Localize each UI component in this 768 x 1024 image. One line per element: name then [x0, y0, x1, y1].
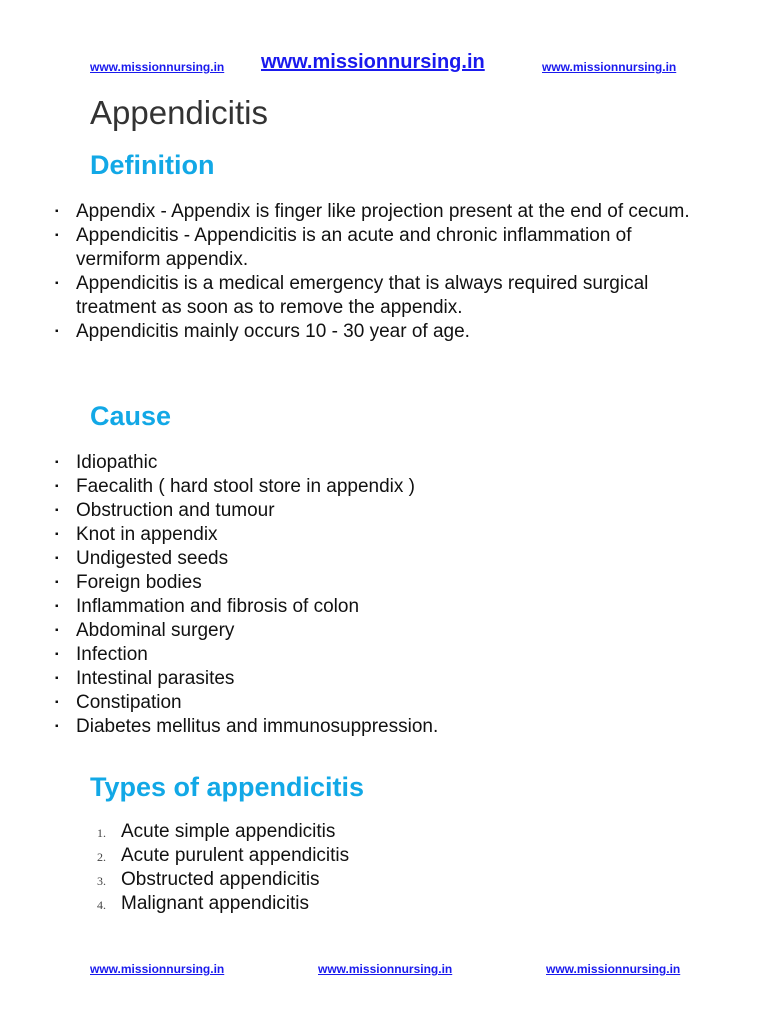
list-item	[55, 667, 696, 691]
list-item	[55, 715, 696, 739]
bullet-icon: ▪	[55, 481, 59, 492]
bullet-icon: ▪	[55, 206, 59, 217]
header-link-center[interactable]: www.missionnursing.in	[261, 51, 485, 73]
list-item	[55, 451, 696, 475]
footer-link-center[interactable]: www.missionnursing.in	[318, 962, 453, 976]
list-number: 4.	[97, 898, 106, 912]
cause-list	[55, 451, 696, 739]
list-item	[55, 619, 696, 643]
list-item-text: Idiopathic	[76, 452, 158, 473]
list-item	[97, 844, 350, 868]
list-item	[55, 320, 696, 344]
list-item-text: Inflammation and fibrosis of colon	[76, 596, 360, 617]
list-item	[55, 691, 696, 715]
list-item	[55, 571, 696, 595]
section-heading-definition: Definition	[90, 150, 215, 180]
list-item-text: Diabetes mellitus and immunosuppression.	[76, 716, 439, 737]
footer-link-right[interactable]: www.missionnursing.in	[546, 962, 681, 976]
list-item	[55, 475, 696, 499]
bullet-icon: ▪	[55, 230, 59, 241]
bullet-icon: ▪	[55, 697, 59, 708]
header-link-left[interactable]: www.missionnursing.in	[90, 60, 225, 74]
list-item-text: Constipation	[76, 692, 182, 713]
list-item	[55, 224, 696, 272]
bullet-icon: ▪	[55, 529, 59, 540]
bullet-icon: ▪	[55, 721, 59, 732]
list-number: 2.	[97, 850, 106, 864]
bullet-icon: ▪	[55, 505, 59, 516]
list-item-text: Intestinal parasites	[76, 668, 235, 689]
types-list	[97, 820, 350, 916]
bullet-icon: ▪	[55, 553, 59, 564]
list-item	[55, 547, 696, 571]
bullet-icon: ▪	[55, 673, 59, 684]
list-item-text: Faecalith ( hard stool store in appendix )	[76, 476, 416, 497]
page-title: Appendicitis	[90, 94, 268, 131]
list-item-text: Acute simple appendicitis	[121, 821, 336, 842]
bullet-icon: ▪	[55, 577, 59, 588]
section-heading-cause: Cause	[90, 401, 172, 431]
list-item-text: Infection	[76, 644, 148, 665]
list-item	[55, 523, 696, 547]
list-item-text: Appendicitis mainly occurs 10 - 30 year of age.	[76, 321, 470, 342]
list-number: 3.	[97, 874, 106, 888]
list-item	[55, 595, 696, 619]
list-item-text: Appendicitis - Appendicitis is an acute and chronic inflammation of vermiform appendix.	[76, 225, 632, 270]
list-item-text: Knot in appendix	[76, 524, 218, 545]
bullet-icon: ▪	[55, 278, 59, 289]
list-item	[55, 499, 696, 523]
header-link-right[interactable]: www.missionnursing.in	[542, 60, 677, 74]
bullet-icon: ▪	[55, 601, 59, 612]
list-item-text: Foreign bodies	[76, 572, 202, 593]
list-item-text: Acute purulent appendicitis	[121, 845, 350, 866]
list-item-text: Undigested seeds	[76, 548, 229, 569]
list-item	[55, 643, 696, 667]
list-item-text: Obstructed appendicitis	[121, 869, 320, 890]
list-item-text: Obstruction and tumour	[76, 500, 275, 521]
footer-link-left[interactable]: www.missionnursing.in	[90, 962, 225, 976]
list-item	[97, 892, 349, 916]
list-item	[55, 200, 696, 224]
bullet-icon: ▪	[55, 326, 59, 337]
bullet-icon: ▪	[55, 649, 59, 660]
bullet-icon: ▪	[55, 457, 59, 468]
list-item	[97, 820, 349, 844]
list-item-text: Abdominal surgery	[76, 620, 235, 641]
list-number: 1.	[97, 826, 106, 840]
list-item-text: Malignant appendicitis	[121, 893, 310, 914]
definition-list	[55, 200, 696, 344]
list-item-text: Appendicitis is a medical emergency that is always required surgical treatment as soon as to remove the appendix.	[76, 273, 649, 318]
bullet-icon: ▪	[55, 625, 59, 636]
list-item	[55, 272, 696, 320]
section-heading-types: Types of appendicitis	[90, 772, 365, 802]
list-item-text: Appendix - Appendix is finger like projection present at the end of cecum.	[76, 201, 690, 222]
list-item	[97, 868, 349, 892]
